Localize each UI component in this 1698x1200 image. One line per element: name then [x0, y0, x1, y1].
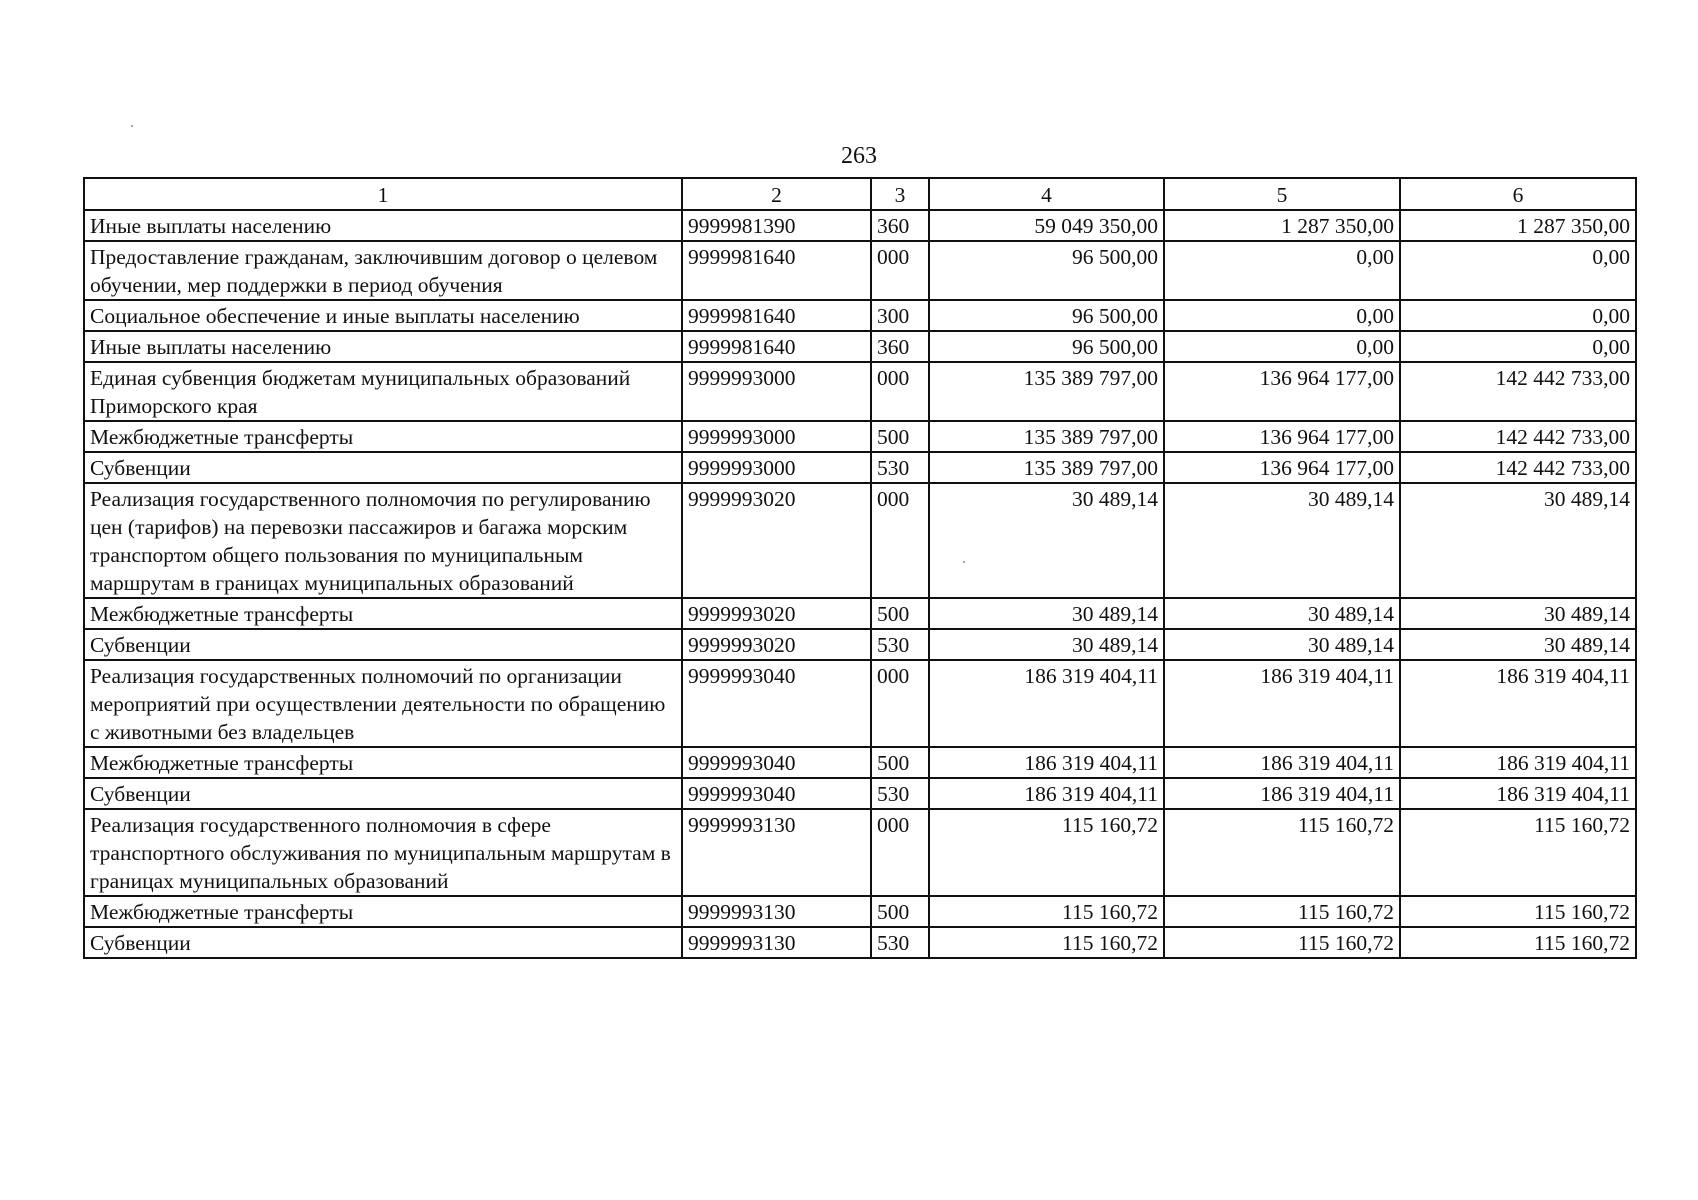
amount-col5: 186 319 404,11 [1164, 660, 1400, 747]
row-name: Реализация государственного полномочия в сфере транспортного обслуживания по муниципальным маршрутам в границах муниципальных образований [84, 809, 682, 896]
row-name: Субвенции [84, 927, 682, 958]
target-code: 9999993040 [682, 778, 871, 809]
amount-col4: 96 500,00 [929, 331, 1164, 362]
table-row [84, 421, 1636, 452]
amount-col5: 0,00 [1164, 331, 1400, 362]
expense-type: 530 [871, 452, 929, 483]
amount-col6: 115 160,72 [1400, 927, 1636, 958]
amount-col5: 1 287 350,00 [1164, 210, 1400, 241]
budget-table [83, 177, 1637, 959]
table-row [84, 809, 1636, 896]
target-code: 9999993130 [682, 896, 871, 927]
column-number-row [84, 178, 1636, 210]
row-name: Единая субвенция бюджетам муниципальных образований Приморского края [84, 362, 682, 421]
amount-col4: 115 160,72 [929, 927, 1164, 958]
amount-col5: 186 319 404,11 [1164, 747, 1400, 778]
amount-col6: 115 160,72 [1400, 809, 1636, 896]
target-code: 9999993000 [682, 421, 871, 452]
amount-col5: 115 160,72 [1164, 809, 1400, 896]
amount-col5: 0,00 [1164, 241, 1400, 300]
column-number: 1 [84, 178, 682, 210]
amount-col4: 30 489,14 [929, 598, 1164, 629]
row-name: Реализация государственного полномочия по регулированию цен (тарифов) на перевозки пассажиров и багажа морским транспортом общего пользования по муниципальным маршрутам в границах муниципальных образований [84, 483, 682, 598]
amount-col5: 30 489,14 [1164, 483, 1400, 598]
expense-type: 000 [871, 483, 929, 598]
amount-col4: 96 500,00 [929, 300, 1164, 331]
amount-col6: 0,00 [1400, 241, 1636, 300]
table-row [84, 629, 1636, 660]
amount-col5: 0,00 [1164, 300, 1400, 331]
target-code: 9999981640 [682, 300, 871, 331]
row-name: Социальное обеспечение и иные выплаты населению [84, 300, 682, 331]
column-number: 2 [682, 178, 871, 210]
table-row [84, 896, 1636, 927]
table-row [84, 210, 1636, 241]
amount-col4: 135 389 797,00 [929, 452, 1164, 483]
expense-type: 530 [871, 629, 929, 660]
row-name: Реализация государственных полномочий по организации мероприятий при осуществлении деятельности по обращению с животными без владельцев [84, 660, 682, 747]
target-code: 9999993000 [682, 362, 871, 421]
expense-type: 530 [871, 778, 929, 809]
table-row [84, 660, 1636, 747]
amount-col4: 135 389 797,00 [929, 362, 1164, 421]
table-row [84, 331, 1636, 362]
amount-col6: 186 319 404,11 [1400, 747, 1636, 778]
expense-type: 500 [871, 747, 929, 778]
amount-col5: 136 964 177,00 [1164, 362, 1400, 421]
amount-col5: 115 160,72 [1164, 927, 1400, 958]
scan-speck [131, 125, 133, 127]
amount-col6: 142 442 733,00 [1400, 452, 1636, 483]
amount-col6: 142 442 733,00 [1400, 362, 1636, 421]
column-number: 4 [929, 178, 1164, 210]
amount-col6: 186 319 404,11 [1400, 778, 1636, 809]
amount-col4: 186 319 404,11 [929, 778, 1164, 809]
amount-col5: 30 489,14 [1164, 629, 1400, 660]
row-name: Иные выплаты населению [84, 331, 682, 362]
amount-col4: 115 160,72 [929, 809, 1164, 896]
target-code: 9999981390 [682, 210, 871, 241]
amount-col5: 136 964 177,00 [1164, 452, 1400, 483]
expense-type: 500 [871, 598, 929, 629]
expense-type: 000 [871, 362, 929, 421]
amount-col6: 30 489,14 [1400, 483, 1636, 598]
target-code: 9999993040 [682, 747, 871, 778]
target-code: 9999993020 [682, 629, 871, 660]
amount-col4: 59 049 350,00 [929, 210, 1164, 241]
amount-col6: 30 489,14 [1400, 629, 1636, 660]
row-name: Субвенции [84, 629, 682, 660]
expense-type: 360 [871, 210, 929, 241]
expense-type: 000 [871, 241, 929, 300]
target-code: 9999993000 [682, 452, 871, 483]
expense-type: 530 [871, 927, 929, 958]
amount-col5: 186 319 404,11 [1164, 778, 1400, 809]
column-number: 6 [1400, 178, 1636, 210]
table-row [84, 747, 1636, 778]
amount-col4: 30 489,14 [929, 483, 1164, 598]
expense-type: 000 [871, 660, 929, 747]
table-row [84, 598, 1636, 629]
target-code: 9999993130 [682, 927, 871, 958]
amount-col5: 136 964 177,00 [1164, 421, 1400, 452]
target-code: 9999993130 [682, 809, 871, 896]
table-row [84, 241, 1636, 300]
amount-col6: 142 442 733,00 [1400, 421, 1636, 452]
row-name: Субвенции [84, 778, 682, 809]
row-name: Межбюджетные трансферты [84, 598, 682, 629]
row-name: Субвенции [84, 452, 682, 483]
amount-col4: 186 319 404,11 [929, 747, 1164, 778]
amount-col4: 30 489,14 [929, 629, 1164, 660]
row-name: Предоставление гражданам, заключившим договор о целевом обучении, мер поддержки в период обучения [84, 241, 682, 300]
amount-col6: 0,00 [1400, 300, 1636, 331]
amount-col6: 30 489,14 [1400, 598, 1636, 629]
row-name: Межбюджетные трансферты [84, 896, 682, 927]
row-name: Иные выплаты населению [84, 210, 682, 241]
column-number: 5 [1164, 178, 1400, 210]
amount-col6: 1 287 350,00 [1400, 210, 1636, 241]
table-row [84, 452, 1636, 483]
target-code: 9999993020 [682, 483, 871, 598]
amount-col6: 115 160,72 [1400, 896, 1636, 927]
table-row [84, 483, 1636, 598]
row-name: Межбюджетные трансферты [84, 421, 682, 452]
amount-col5: 30 489,14 [1164, 598, 1400, 629]
expense-type: 000 [871, 809, 929, 896]
target-code: 9999993040 [682, 660, 871, 747]
page-number: 263 [841, 143, 877, 169]
target-code: 9999993020 [682, 598, 871, 629]
table-row [84, 362, 1636, 421]
amount-col4: 186 319 404,11 [929, 660, 1164, 747]
amount-col6: 186 319 404,11 [1400, 660, 1636, 747]
table-row [84, 300, 1636, 331]
amount-col4: 96 500,00 [929, 241, 1164, 300]
target-code: 9999981640 [682, 241, 871, 300]
amount-col5: 115 160,72 [1164, 896, 1400, 927]
target-code: 9999981640 [682, 331, 871, 362]
expense-type: 360 [871, 331, 929, 362]
row-name: Межбюджетные трансферты [84, 747, 682, 778]
expense-type: 500 [871, 896, 929, 927]
expense-type: 500 [871, 421, 929, 452]
table-row [84, 927, 1636, 958]
amount-col4: 135 389 797,00 [929, 421, 1164, 452]
amount-col6: 0,00 [1400, 331, 1636, 362]
expense-type: 300 [871, 300, 929, 331]
column-number: 3 [871, 178, 929, 210]
amount-col4: 115 160,72 [929, 896, 1164, 927]
table-row [84, 778, 1636, 809]
